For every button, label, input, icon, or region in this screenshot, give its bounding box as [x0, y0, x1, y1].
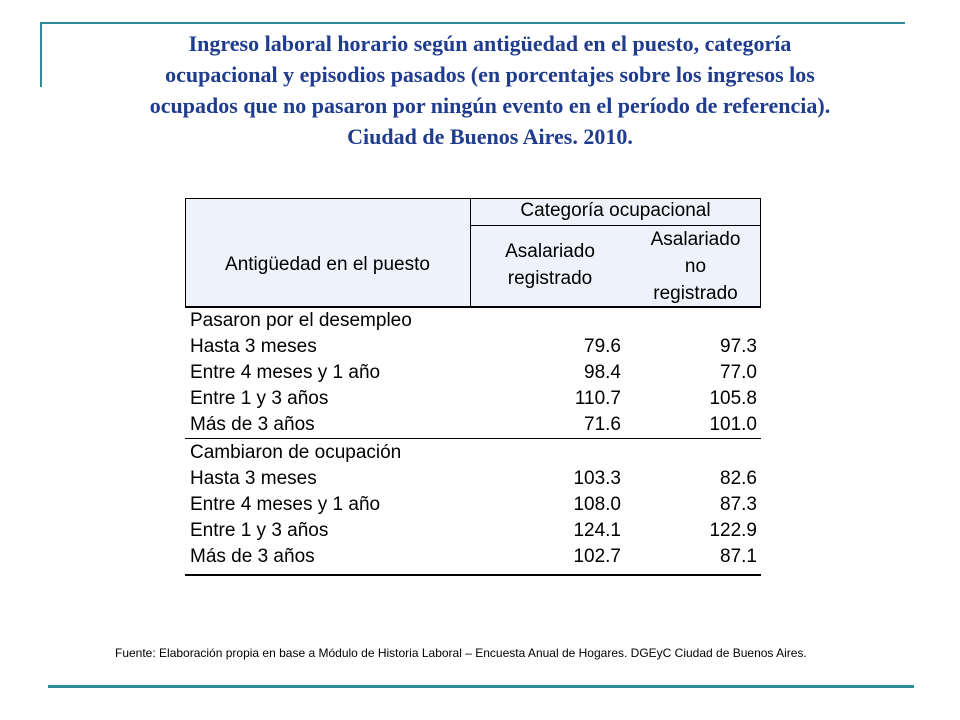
- section-title-row: [185, 308, 761, 334]
- table-bottom-rule: [185, 574, 761, 576]
- section-divider: [185, 438, 761, 439]
- row-label: Entre 4 meses y 1 año: [190, 494, 381, 515]
- section-title-row: [185, 440, 761, 466]
- table-row: [185, 492, 761, 518]
- section-title: Cambiaron de ocupación: [190, 442, 402, 463]
- table-row: [185, 412, 761, 438]
- table-row: [185, 360, 761, 386]
- value-no-registrado: 82.6: [720, 468, 757, 489]
- header-col2-line: registrado: [653, 283, 738, 304]
- header-col2-line: Asalariado: [650, 229, 741, 250]
- title-line-2: ocupacional y episodios pasados (en porcentajes sobre los ingresos los: [165, 62, 815, 87]
- value-no-registrado: 87.3: [720, 494, 757, 515]
- value-registrado: 98.4: [584, 362, 621, 383]
- row-label: Entre 4 meses y 1 año: [190, 362, 381, 383]
- row-label: Entre 1 y 3 años: [190, 520, 329, 541]
- table-row: [185, 518, 761, 544]
- value-no-registrado: 101.0: [709, 414, 757, 435]
- value-registrado: 124.1: [573, 520, 621, 541]
- income-table: [185, 198, 761, 576]
- header-col-registrado: [470, 238, 630, 292]
- title-line-3: ocupados que no pasaron por ningún evento en el período de referencia).: [149, 93, 831, 118]
- value-no-registrado: 87.1: [720, 546, 757, 567]
- row-label: Hasta 3 meses: [190, 468, 317, 489]
- value-registrado: 103.3: [573, 468, 621, 489]
- value-registrado: 79.6: [584, 336, 621, 357]
- row-label: Más de 3 años: [190, 414, 315, 435]
- value-registrado: 71.6: [584, 414, 621, 435]
- header-col1-line: Asalariado: [505, 241, 595, 262]
- value-no-registrado: 122.9: [709, 520, 757, 541]
- row-label: Entre 1 y 3 años: [190, 388, 329, 409]
- slide-title: [60, 28, 920, 152]
- header-row-label: Antigüedad en el puesto: [225, 254, 430, 275]
- value-no-registrado: 97.3: [720, 336, 757, 357]
- section-title: Pasaron por el desempleo: [190, 310, 412, 331]
- table-row: [185, 386, 761, 412]
- value-no-registrado: 77.0: [720, 362, 757, 383]
- value-registrado: 108.0: [573, 494, 621, 515]
- header-group-label: Categoría ocupacional: [520, 200, 711, 221]
- frame-bottom-rule: [48, 685, 914, 688]
- title-line-1: Ingreso laboral horario según antigüedad en el puesto, categoría: [188, 31, 792, 56]
- table-row: [185, 544, 761, 570]
- frame-top-rule: [40, 22, 905, 24]
- value-registrado: 102.7: [573, 546, 621, 567]
- header-col-no-registrado: [630, 226, 761, 307]
- row-label: Hasta 3 meses: [190, 336, 317, 357]
- row-label: Más de 3 años: [190, 546, 315, 567]
- table-row: [185, 334, 761, 360]
- source-note: Fuente: Elaboración propia en base a Módulo de Historia Laboral – Encuesta Anual de Hogares. DGEyC Ciudad de Buenos Aires.: [115, 646, 807, 660]
- value-no-registrado: 105.8: [709, 388, 757, 409]
- header-col2-line: no: [684, 256, 707, 277]
- title-line-4: Ciudad de Buenos Aires. 2010.: [347, 124, 633, 149]
- table-row: [185, 466, 761, 492]
- frame-left-rule: [40, 22, 42, 87]
- value-registrado: 110.7: [574, 388, 621, 409]
- header-col1-line: registrado: [507, 268, 593, 289]
